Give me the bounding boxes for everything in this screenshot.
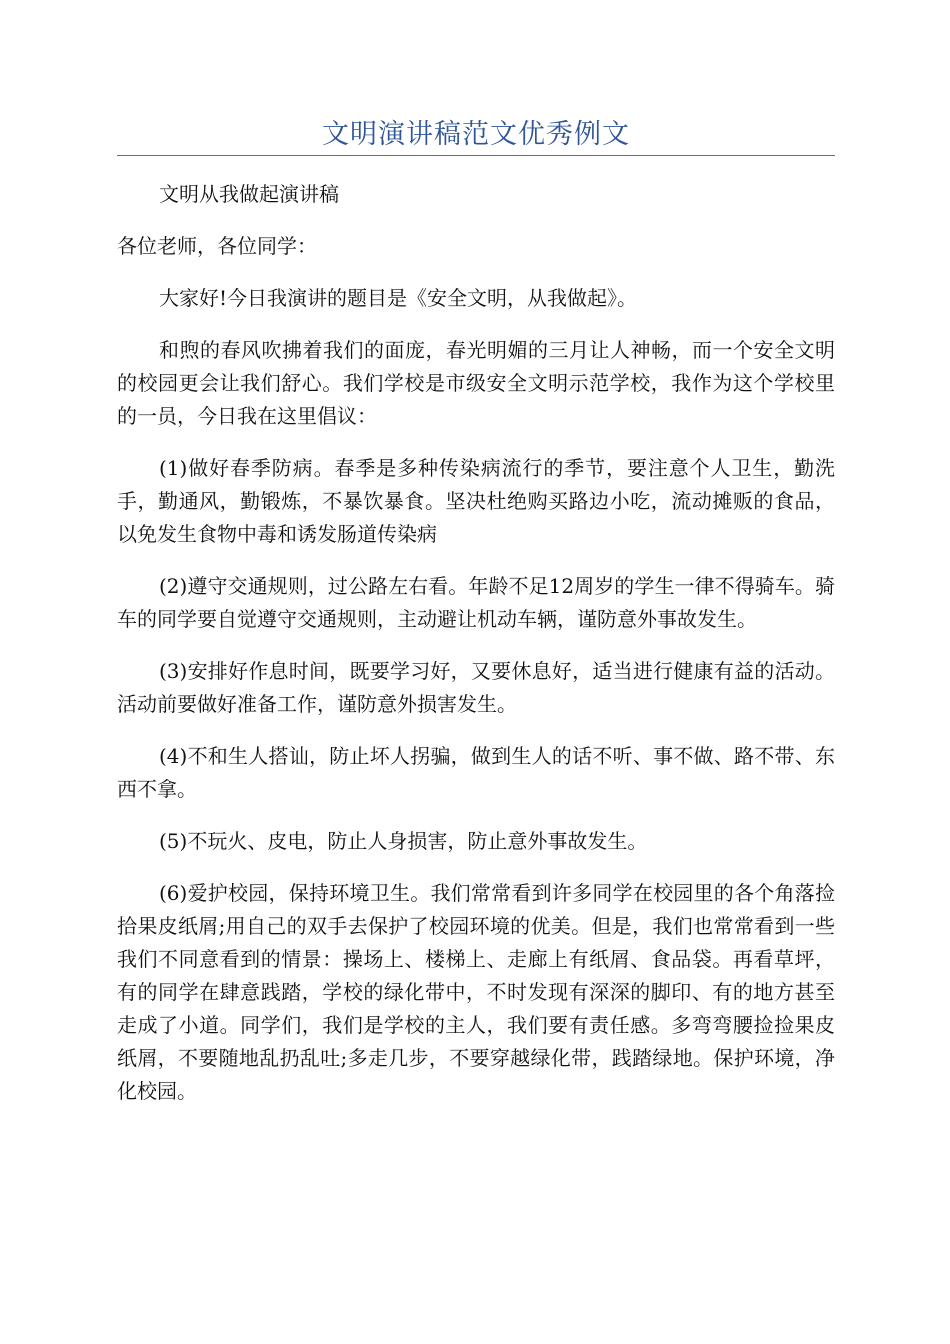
paragraph-subtitle: 文明从我做起演讲稿 [159,182,339,206]
paragraph-intro: 大家好!今日我演讲的题目是《安全文明，从我做起》。 [159,286,638,310]
document-title: 文明演讲稿范文优秀例文 [322,119,630,150]
paragraph-item-1: (1)做好春季防病。春季是多种传染病流行的季节，要注意个人卫生，勤洗手，勤通风，勤锻炼，不暴饮暴食。坚决杜绝购买路边小吃，流动摊贩的食品，以免发生食物中毒和诱发肠道传染病 [117,456,835,546]
paragraph-proposal: 和煦的春风吹拂着我们的面庞，春光明媚的三月让人神畅，而一个安全文明的校园更会让我们舒心。我们学校是市级安全文明示范学校，我作为这个学校里的一员，今日我在这里倡议： [117,338,835,428]
paragraph-item-4: (4)不和生人搭讪，防止坏人拐骗，做到生人的话不听、事不做、路不带、东西不拿。 [117,744,835,801]
document-body [117,178,835,1108]
document-page [117,0,835,1127]
paragraph-item-2: (2)遵守交通规则，过公路左右看。年龄不足12周岁的学生一律不得骑车。骑车的同学要自觉遵守交通规则，主动避让机动车辆，谨防意外事故发生。 [117,574,835,631]
paragraph-item-5: (5)不玩火、皮电，防止人身损害，防止意外事故发生。 [159,829,648,853]
paragraph-item-6: (6)爱护校园，保持环境卫生。我们常常看到许多同学在校园里的各个角落捡拾果皮纸屑;用自己的双手去保护了校园环境的优美。但是，我们也常常看到一些我们不同意看到的情景：操场上、楼梯上、走廊上有纸屑、食品袋。再看草坪，有的同学在肆意践踏，学校的绿化带中，不时发现有深深的脚印、有的地方甚至走成了小道。同学们，我们是学校的主人，我们要有责任感。多弯弯腰捡捡果皮纸屑，不要随地乱扔乱吐;多走几步，不要穿越绿化带，践踏绿地。保护环境，净化校园。 [117,881,835,1103]
paragraph-item-3: (3)安排好作息时间，既要学习好，又要休息好，适当进行健康有益的活动。活动前要做好准备工作，谨防意外损害发生。 [117,659,835,716]
title-underline [117,155,835,156]
paragraph-greeting: 各位老师，各位同学： [117,234,317,258]
